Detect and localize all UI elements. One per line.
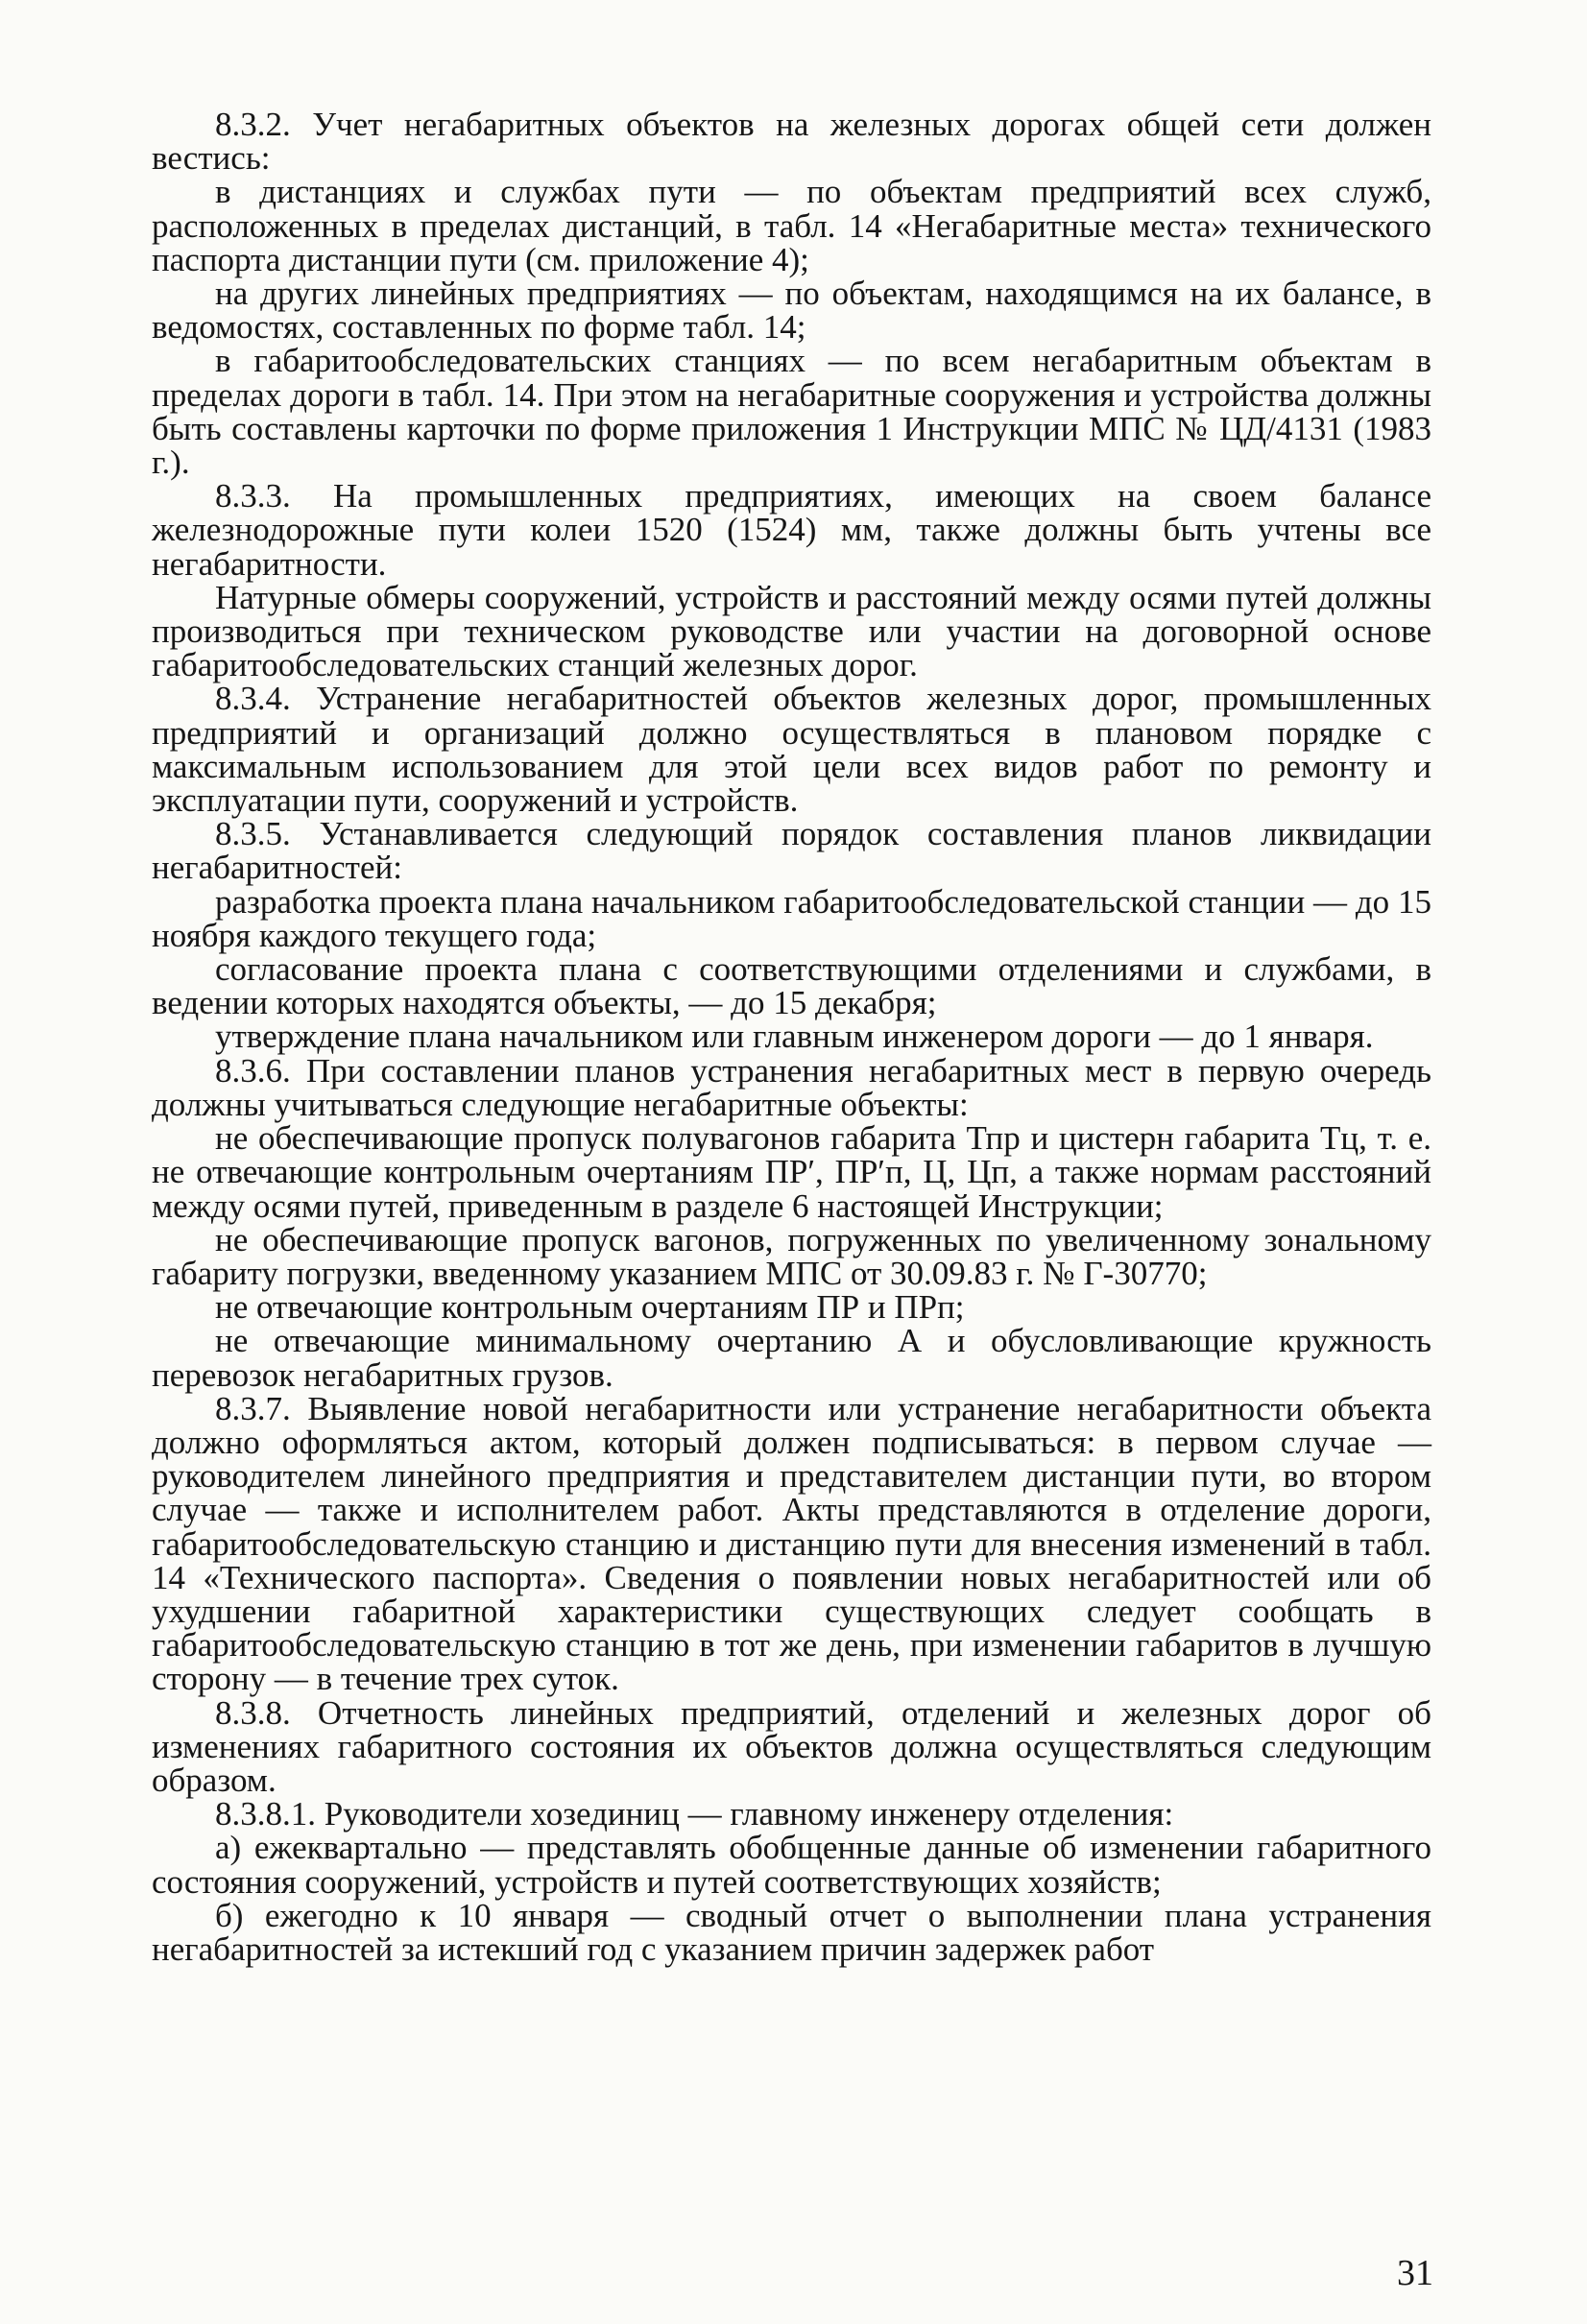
- paragraph: не отвечающие контрольным очертаниям ПР и ПРп;: [215, 1288, 965, 1327]
- paragraph: не обеспечивающие пропуск полувагонов габарита Тпр и цистерн габарита Тц, т. е. не отвечающие контрольным очертаниям ПР′, ПР′п, Ц, Цп, а также нормам расстояний между осями путей, приведенным в разделе 6 настоящей Инструкции;: [152, 1119, 1431, 1225]
- paragraph: в габаритообследовательских станциях — по всем негабаритным объектам в пределах дороги в табл. 14. При этом на негабаритные сооружения и устройства должны быть составлены карточки по форме приложения 1 Инструкции МПС № ЦД/4131 (1983 г.).: [152, 342, 1431, 482]
- paragraph: разработка проекта плана начальником габаритообследовательской станции — до 15 ноября каждого текущего года;: [152, 882, 1431, 954]
- paragraph-item-a: а) ежеквартально — представлять обобщенные данные об изменении габаритного состояния сооружений, устройств и путей соответствующих хозяйств;: [152, 1829, 1431, 1901]
- paragraph-8-3-6: 8.3.6. При составлении планов устранения негабаритных мест в первую очередь должны учитываться следующие негабаритные объекты:: [152, 1051, 1431, 1123]
- paragraph-8-3-2: 8.3.2. Учет негабаритных объектов на железных дорогах общей сети должен вестись:: [152, 106, 1431, 178]
- paragraph-8-3-8-1: 8.3.8.1. Руководители хозединиц — главному инженеру отделения:: [215, 1795, 1174, 1833]
- paragraph-8-3-8: 8.3.8. Отчетность линейных предприятий, отделений и железных дорог об изменениях габаритного состояния их объектов должна осуществляться следующим образом.: [152, 1693, 1431, 1799]
- body-text: [152, 108, 1431, 1966]
- paragraph: на других линейных предприятиях — по объектам, находящимся на их балансе, в ведомостях, составленных по форме табл. 14;: [152, 275, 1431, 347]
- paragraph: утверждение плана начальником или главным инженером дороги — до 1 января.: [215, 1018, 1374, 1056]
- page-number: 31: [1397, 2253, 1433, 2293]
- paragraph-8-3-7: 8.3.7. Выявление новой негабаритности или устранение негабаритности объекта должно оформляться актом, который должен подписываться: в первом случае — руководителем линейного предприятия и представителем дистанции пути, во втором случае — также и исполнителем работ. Акты представляются в отделение дороги, габаритообследовательскую станцию и дистанцию пути для внесения изменений в табл. 14 «Технического паспорта». Сведения о появлении новых негабаритностей или об ухудшении габаритной характеристики существующих следует сообщать в габаритообследовательскую станцию в тот же день, при изменении габаритов в лучшую сторону — в течение трех суток.: [152, 1389, 1431, 1698]
- paragraph-8-3-3: 8.3.3. На промышленных предприятиях, имеющих на своем балансе железнодорожные пути колеи 1520 (1524) мм, также должны быть учтены все негабаритности.: [152, 477, 1431, 583]
- paragraph-8-3-4: 8.3.4. Устранение негабаритностей объектов железных дорог, промышленных предприятий и организаций должно осуществляться в плановом порядке с максимальным использованием для этой цели всех видов работ по ремонту и эксплуатации пути, сооружений и устройств.: [152, 680, 1431, 820]
- paragraph: не отвечающие минимальному очертанию А и обусловливающие кружность перевозок негабаритных грузов.: [152, 1322, 1431, 1394]
- paragraph: согласование проекта плана с соответствующими отделениями и службами, в ведении которых находятся объекты, — до 15 декабря;: [152, 950, 1431, 1022]
- paragraph: не обеспечивающие пропуск вагонов, погруженных по увеличенному зональному габариту погрузки, введенному указанием МПС от 30.09.83 г. № Г-30770;: [152, 1220, 1431, 1292]
- paragraph: в дистанциях и службах пути — по объектам предприятий всех служб, расположенных в пределах дистанций, в табл. 14 «Негабаритные места» технического паспорта дистанции пути (см. приложение 4);: [152, 173, 1431, 278]
- paragraph-8-3-5: 8.3.5. Устанавливается следующий порядок составления планов ликвидации негабаритностей:: [152, 815, 1431, 887]
- paragraph-item-b: б) ежегодно к 10 января — сводный отчет о выполнении плана устранения негабаритностей за истекший год с указанием причин задержек работ: [152, 1896, 1431, 1968]
- paragraph: Натурные обмеры сооружений, устройств и расстояний между осями путей должны производиться при техническом руководстве или участии на договорной основе габаритообследовательских станций железных дорог.: [152, 578, 1431, 684]
